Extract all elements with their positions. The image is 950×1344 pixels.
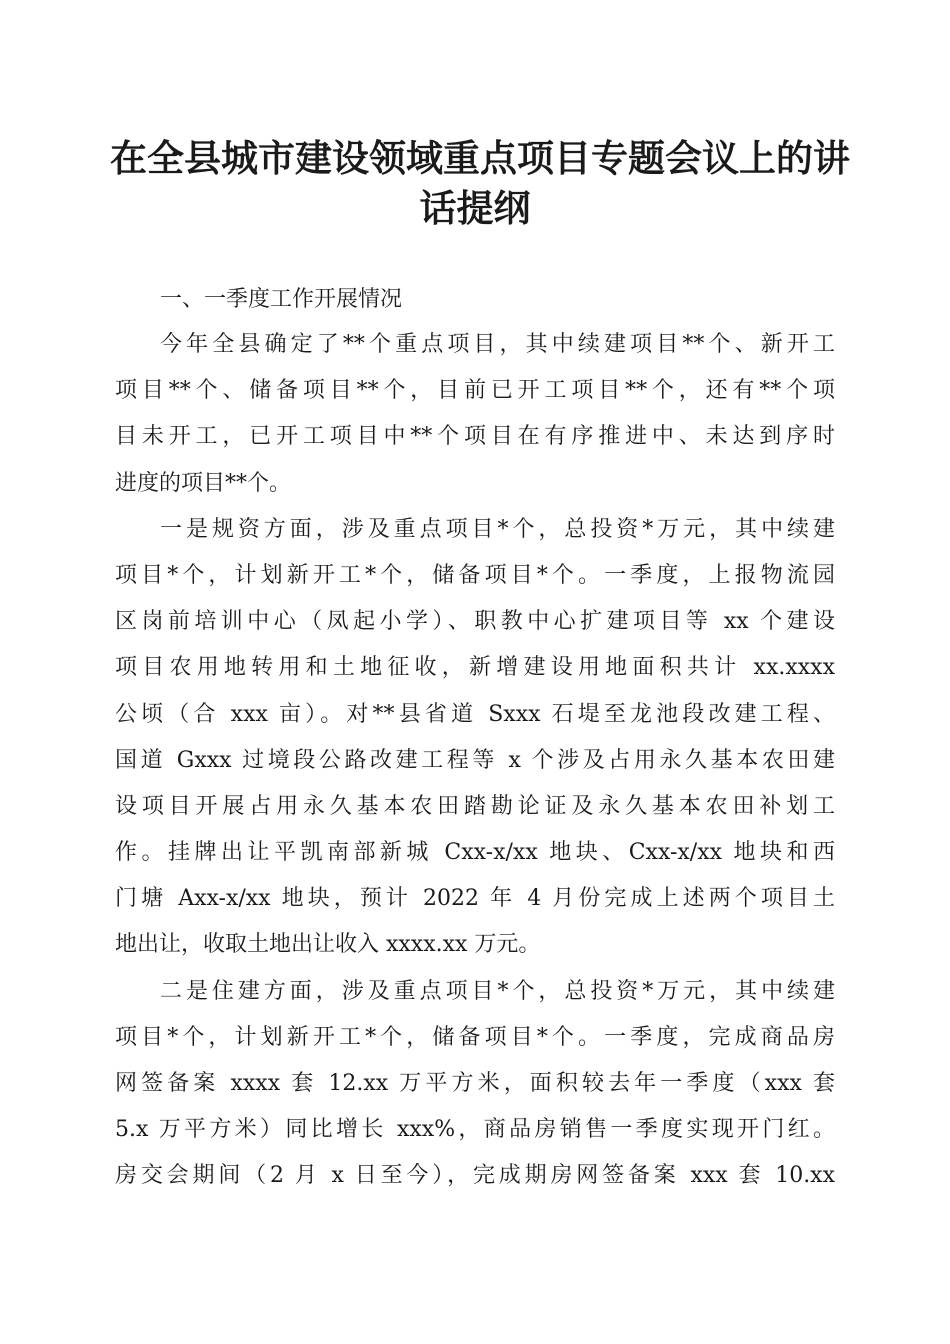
title-line-1: 在全县城市建设领域重点项目专题会议上的讲 [110, 136, 850, 180]
paragraph-line: 设项目开展占用永久基本农田踏勘论证及永久基本农田补划工 [115, 793, 835, 819]
paragraph-line: 进度的项目**个。 [115, 470, 292, 496]
paragraph-line: 地出让，收取土地出让收入 xxxx.xx 万元。 [115, 932, 541, 958]
paragraph-2 [115, 507, 835, 969]
paragraph-line: 作。挂牌出让平凯南部新城 Cxx-x/xx 地块、Cxx-x/xx 地块和西 [115, 840, 835, 866]
paragraph-line: 一是规资方面，涉及重点项目*个，总投资*万元，其中续建 [160, 516, 835, 542]
paragraph-line: 门塘 Axx-x/xx 地块，预计 2022 年 4 月份完成上述两个项目土 [115, 886, 835, 912]
paragraph-line: 国道 Gxxx 过境段公路改建工程等 x 个涉及占用永久基本农田建 [115, 747, 835, 773]
section-heading-1: 一、一季度工作开展情况 [160, 287, 403, 312]
paragraph-3 [115, 969, 835, 1200]
paragraph-line: 项目*个，计划新开工*个，储备项目*个。一季度，完成商品房 [115, 1024, 835, 1050]
document-body [115, 322, 835, 1200]
paragraph-line: 项目农用地转用和土地征收，新增建设用地面积共计 xx.xxxx [115, 655, 835, 681]
paragraph-line: 房交会期间（2 月 x 日至今），完成期房网签备案 xxx 套 10.xx [115, 1163, 835, 1189]
title-line-2: 话提纲 [419, 186, 531, 230]
paragraph-line: 公顷（合 xxx 亩）。对**县省道 Sxxx 石堤至龙池段改建工程、 [115, 701, 835, 727]
paragraph-1 [115, 322, 835, 507]
paragraph-line: 网签备案 xxxx 套 12.xx 万平方米，面积较去年一季度（xxx 套 [115, 1071, 835, 1096]
paragraph-line: 5.x 万平方米）同比增长 xxx%，商品房销售一季度实现开门红。 [115, 1117, 835, 1143]
paragraph-line: 今年全县确定了**个重点项目，其中续建项目**个、新开工 [160, 332, 835, 357]
paragraph-line: 项目**个、储备项目**个，目前已开工项目**个，还有**个项 [115, 378, 835, 404]
paragraph-line: 二是住建方面，涉及重点项目*个，总投资*万元，其中续建 [160, 978, 835, 1004]
paragraph-line: 区岗前培训中心（凤起小学）、职教中心扩建项目等 xx 个建设 [115, 609, 835, 635]
paragraph-line: 目未开工，已开工项目中**个项目在有序推进中、未达到序时 [115, 424, 835, 450]
paragraph-line: 项目*个，计划新开工*个，储备项目*个。一季度，上报物流园 [115, 562, 835, 588]
document-title [110, 133, 850, 233]
